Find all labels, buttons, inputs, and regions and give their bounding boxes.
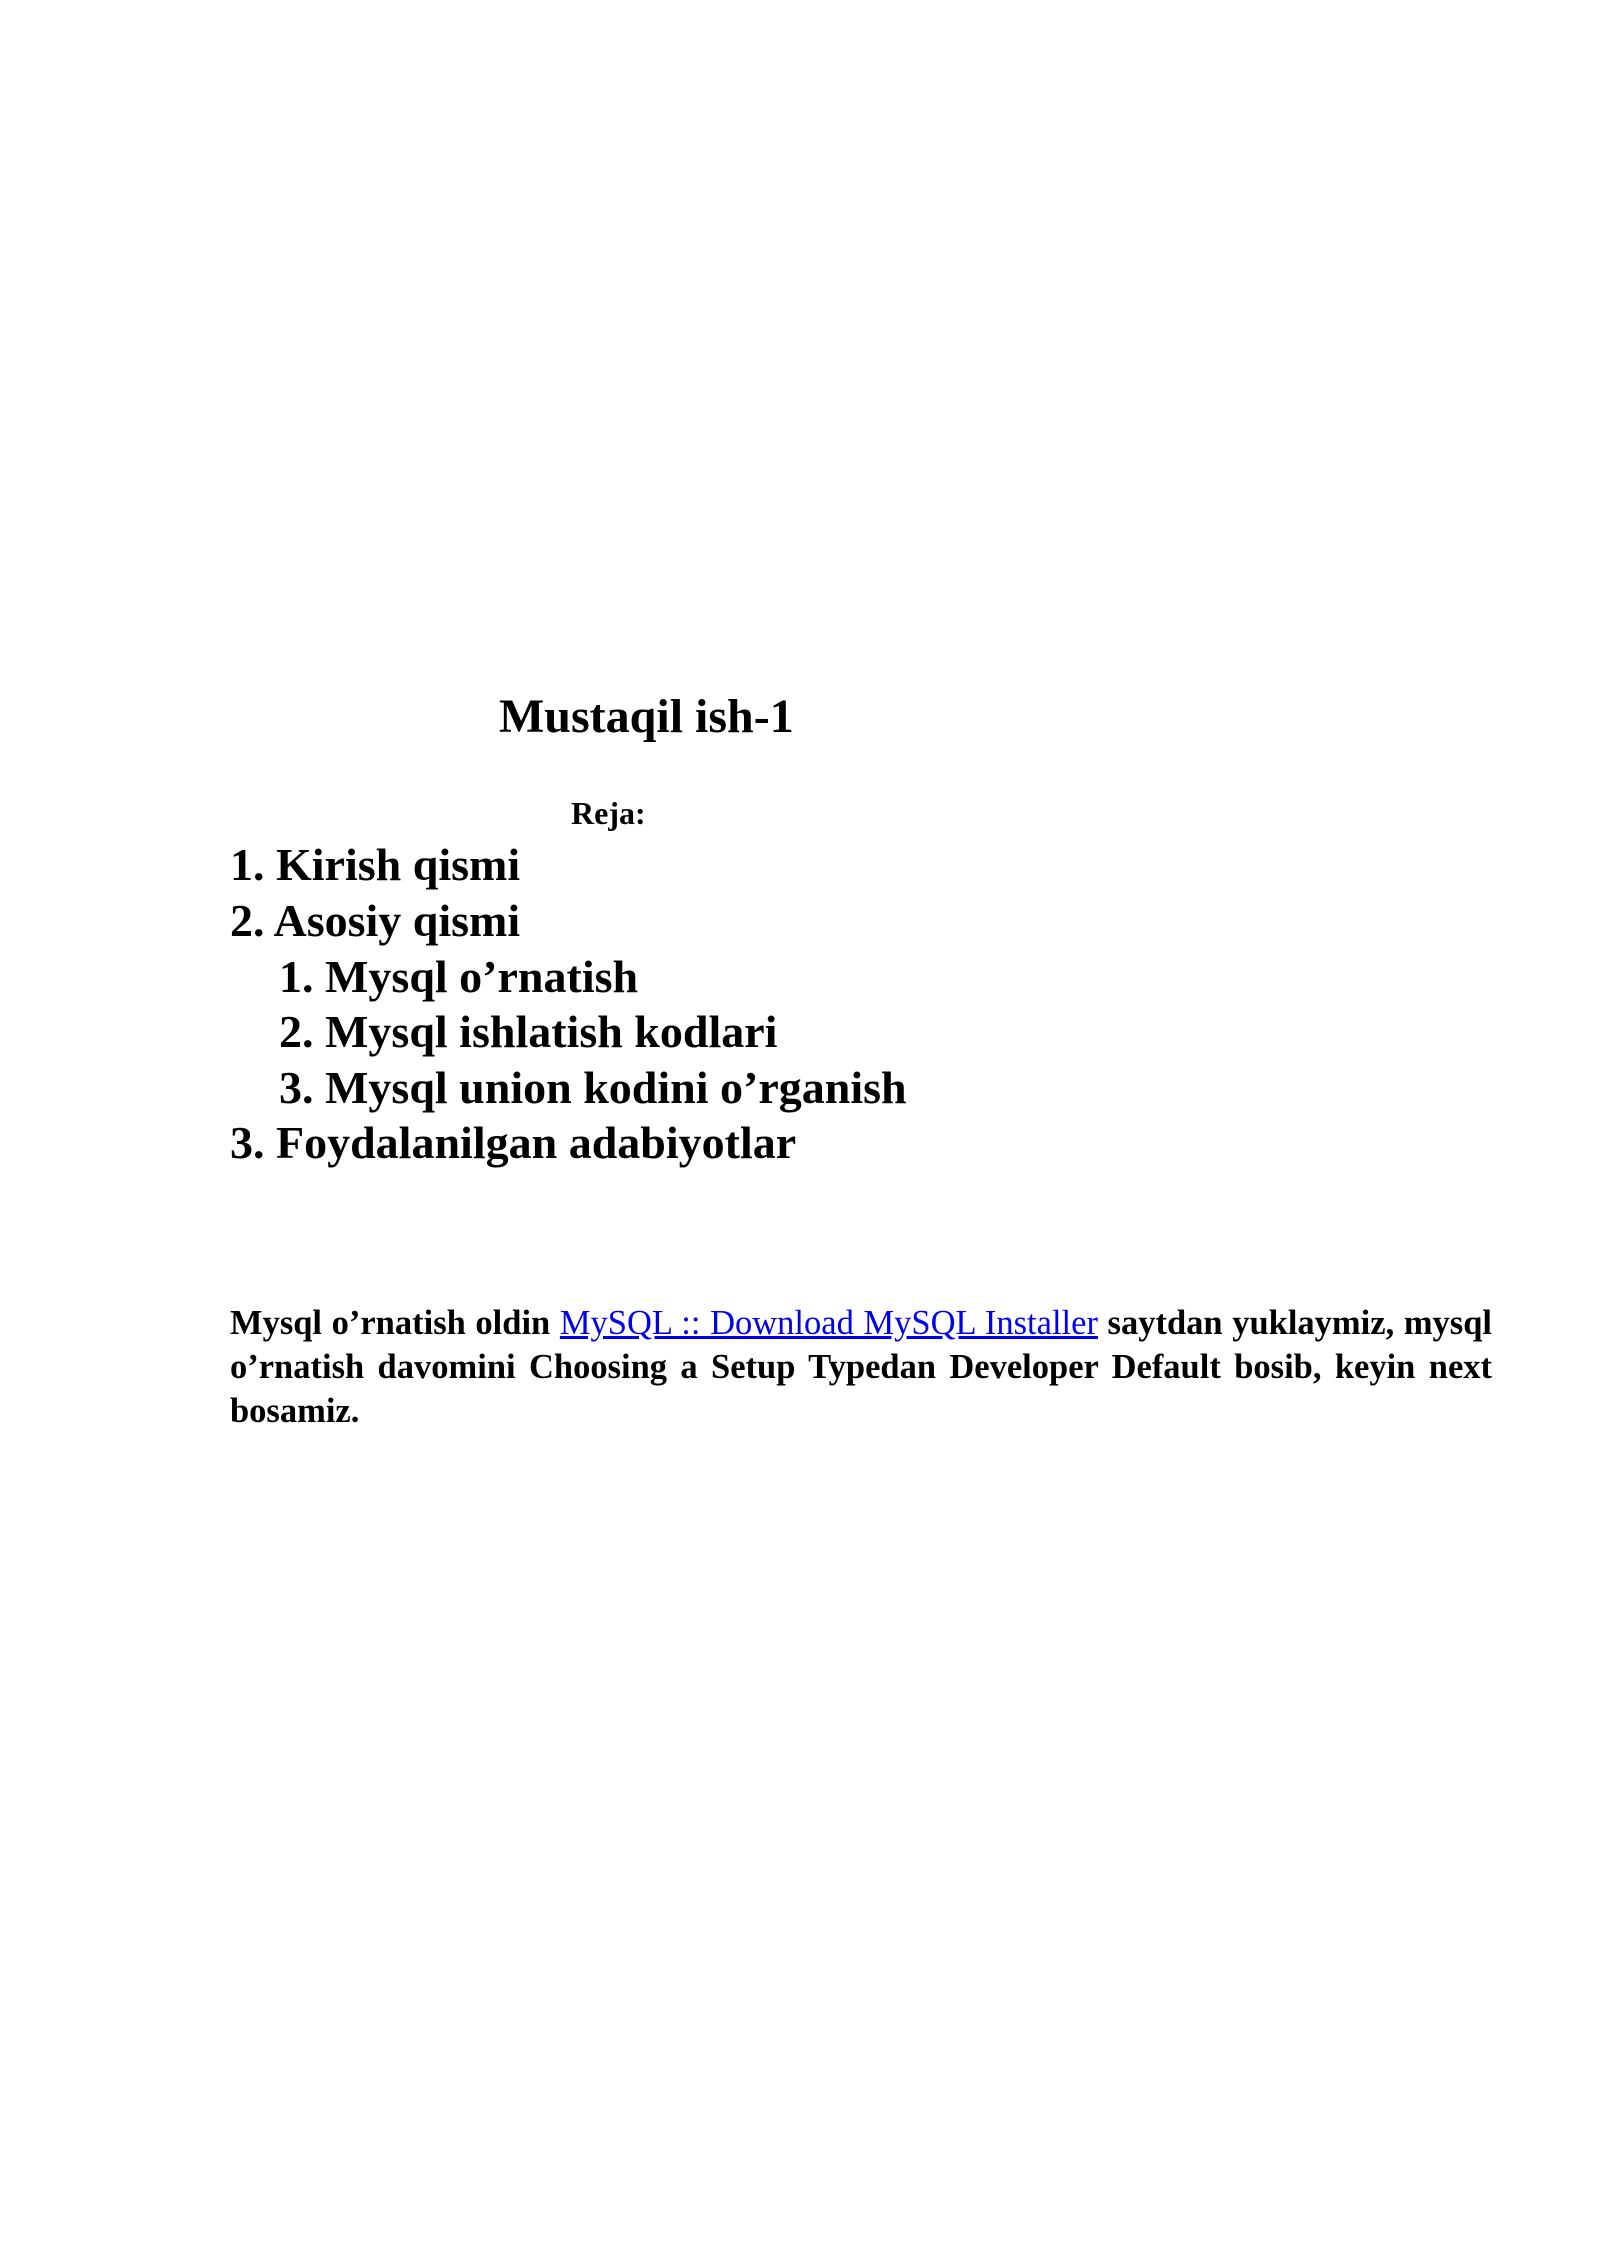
plan-item-number: 2. — [279, 1006, 314, 1057]
plan-item-3 — [230, 1117, 797, 1168]
plan-item-number: 3. — [230, 1117, 265, 1168]
paragraph-text-before-link: Mysql o’rnatish oldin — [230, 1303, 560, 1342]
plan-item-label: Mysql o’rnatish — [325, 951, 639, 1002]
paragraph-text-after-link: saytdan yuklaymiz, mysql o’rnatish davomini Choosing a Setup Typedan Developer Default bosib, keyin next bosamiz. — [230, 1303, 1493, 1430]
mysql-installer-link[interactable]: MySQL :: Download MySQL Installer — [559, 1303, 1098, 1342]
plan-item-number: 3. — [279, 1062, 314, 1113]
plan-item-number: 1. — [279, 951, 314, 1002]
plan-item-label: Mysql ishlatish kodlari — [325, 1006, 778, 1057]
plan-item-label: Kirish qismi — [276, 839, 521, 890]
plan-item-number: 1. — [230, 839, 265, 890]
plan-item-2 — [230, 895, 521, 946]
plan-item-label: Mysql union kodini o’rganish — [325, 1062, 907, 1113]
document-title: Mustaqil ish-1 — [499, 690, 794, 743]
plan-item-label: Asosiy qismi — [273, 895, 521, 946]
plan-subitem-2-2 — [279, 1006, 778, 1057]
plan-heading: Reja: — [571, 795, 646, 831]
plan-subitem-2-3 — [279, 1062, 907, 1113]
plan-item-number: 2. — [230, 895, 265, 946]
body-paragraph — [230, 1301, 1492, 1433]
plan-item-1 — [230, 839, 521, 890]
plan-subitem-2-1 — [279, 951, 639, 1002]
plan-item-label: Foydalanilgan adabiyotlar — [276, 1117, 797, 1168]
